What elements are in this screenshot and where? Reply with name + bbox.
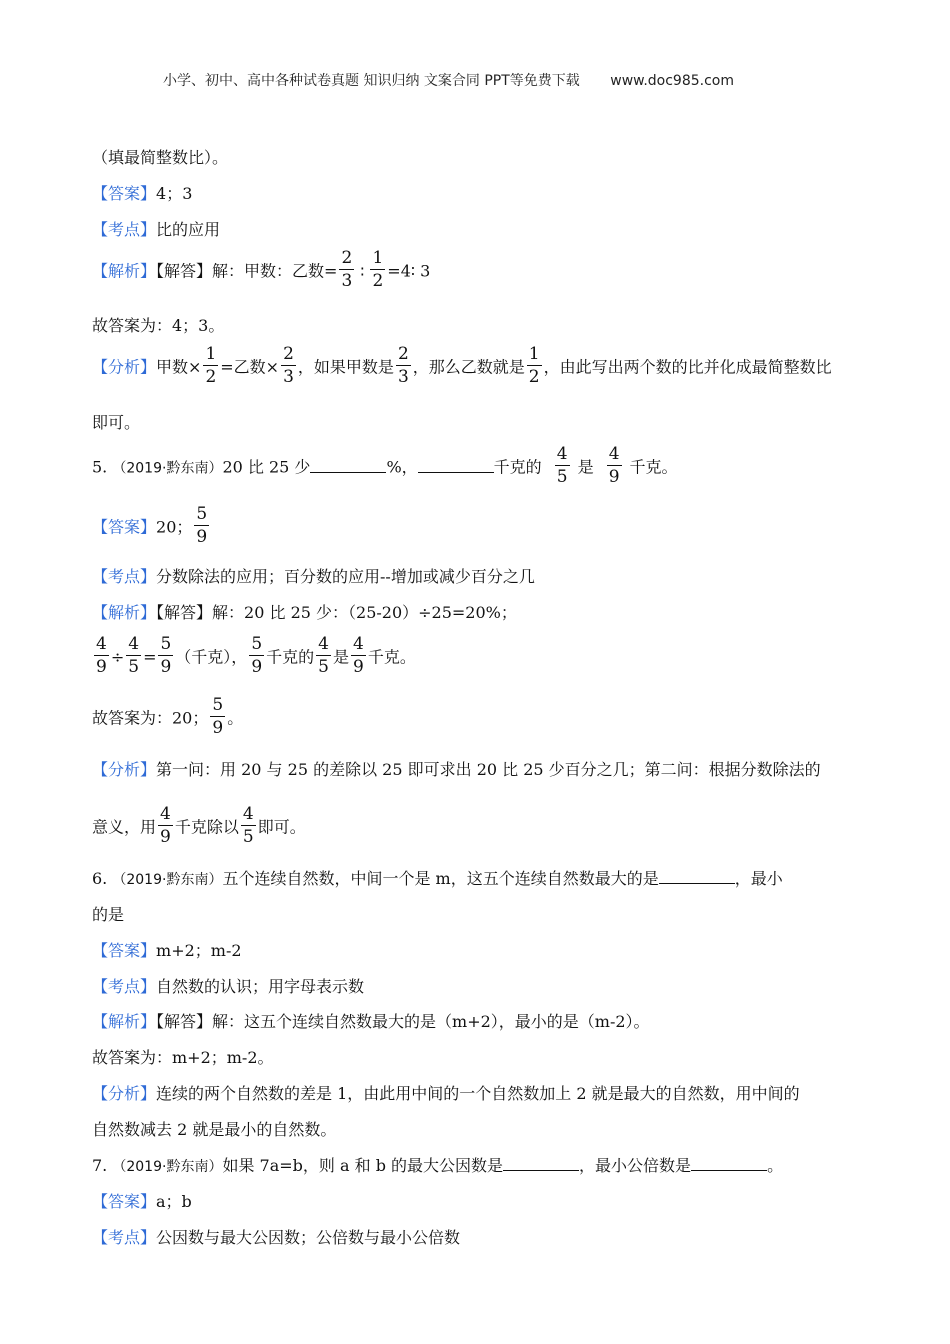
answer-tag: 【答案】	[92, 941, 157, 960]
q4-sol-pre: 解：甲数：乙数=	[212, 261, 338, 281]
q4-question-tail: （填最简整数比）。	[92, 148, 229, 167]
fraction: $\frac{2}{3}$	[397, 344, 409, 387]
fraction: $\frac{1}{2}$	[205, 344, 217, 387]
page-header	[163, 70, 734, 90]
fraction: $\frac{5}{9}$	[251, 634, 263, 677]
colon-symbol: ∶	[360, 261, 365, 281]
fraction: $\frac{2}{3}$	[283, 344, 294, 387]
q4-point	[92, 217, 220, 240]
point-tag: 【考点】	[92, 567, 157, 586]
q6-analysis-line2: 自然数减去 2 就是最小的自然数。	[92, 1120, 337, 1139]
fraction: $\frac{4}{5}$	[318, 634, 329, 677]
q4-final: 故答案为：4；3。	[92, 316, 225, 335]
q6-final: 故答案为：m+2；m-2。	[92, 1048, 274, 1067]
answer-tag: 【答案】	[92, 517, 157, 537]
analysis-tag: 【解析】	[92, 261, 157, 281]
answer-tag: 【答案】	[92, 1192, 157, 1211]
q5-analysis-line1: 【分析】第一问：用 20 与 25 的差除以 25 即可求出 20 比 25 少百分之几；第二问：根据分数除法的	[92, 760, 821, 779]
answer-tag: 【答案】	[92, 184, 157, 203]
solve-tag: 【解答】	[156, 1012, 213, 1031]
q7-point: 【考点】公因数与最大公因数；公倍数与最小公倍数	[92, 1228, 461, 1247]
fraction: $\frac{5}{9}$	[196, 504, 208, 547]
q7-source: （2019·黔东南）	[112, 1159, 223, 1175]
q5-point: 【考点】分数除法的应用；百分数的应用--增加或减少百分之几	[92, 567, 535, 586]
solve-tag: 【解答】	[156, 603, 213, 622]
fraction: $\frac{4}{9}$	[608, 444, 620, 487]
analysis-tag: 【解析】	[92, 1012, 157, 1031]
q4-analysis-line2: 即可。	[92, 413, 141, 432]
q4-answer-value: 4；3	[156, 184, 193, 203]
q5-question: 5. （2019·黔东南）20 比 25 少 %， 千克的 $\frac{4}{5}$ 是 $\frac{4}{9}$ 千克。	[92, 444, 678, 487]
solve-tag: 【解答】	[156, 261, 213, 281]
fraction: $\frac{4}{5}$	[556, 444, 568, 487]
point-tag: 【考点】	[92, 220, 157, 239]
reason-tag: 【分析】	[92, 357, 157, 377]
fraction: $\frac{4}{5}$	[128, 634, 140, 677]
q5-source: （2019·黔东南）	[112, 460, 223, 477]
fraction: $\frac{5}{9}$	[160, 634, 172, 677]
answer-blank[interactable]	[503, 1156, 579, 1171]
q5-analysis-line2: 意义，用 $\frac{4}{9}$ 千克除以 $\frac{4}{5}$ 即可。	[92, 804, 306, 847]
point-tag: 【考点】	[92, 977, 157, 996]
q6-analysis-line1: 【分析】连续的两个自然数的差是 1，由此用中间的一个自然数加上 2 就是最大的自然数，用中间的	[92, 1084, 800, 1103]
q7-answer: 【答案】a；b	[92, 1192, 192, 1211]
q4-sol-post: =4∶ 3	[387, 261, 431, 281]
fraction: $\frac{1}{2}$	[528, 344, 540, 387]
q7-question: 7. （2019·黔东南）如果 7a=b，则 a 和 b 的最大公因数是 ，最小公倍数是 。	[92, 1156, 784, 1175]
header-site-link[interactable]: www.doc985.com	[610, 73, 734, 89]
fraction: $\frac{4}{9}$	[353, 634, 364, 677]
fraction: $\frac{4}{9}$	[160, 804, 171, 847]
q6-solution: 【解析】【解答】解：这五个连续自然数最大的是（m+2），最小的是（m-2）。	[92, 1012, 650, 1031]
fraction: $\frac{4}{5}$	[242, 804, 254, 847]
q6-question-line2: 的是	[92, 905, 125, 924]
q6-source: （2019·黔东南）	[112, 872, 223, 888]
q5-final: 故答案为：20； $\frac{5}{9}$ 。	[92, 695, 244, 738]
q6-answer: 【答案】m+2；m-2	[92, 941, 242, 960]
answer-blank[interactable]	[310, 458, 386, 473]
answer-blank[interactable]	[659, 869, 735, 884]
analysis-tag: 【解析】	[92, 603, 157, 622]
q4-solution	[92, 248, 431, 292]
q6-number: 6.	[92, 869, 108, 888]
fraction: $\frac{2}{3}$	[341, 248, 353, 291]
fraction: $\frac{4}{9}$	[96, 634, 107, 677]
answer-blank[interactable]	[418, 458, 494, 473]
point-tag: 【考点】	[92, 1228, 157, 1247]
q4-answer	[92, 181, 192, 204]
q5-number: 5.	[92, 457, 108, 477]
q6-question: 6. （2019·黔东南）五个连续自然数，中间一个是 m，这五个连续自然数最大的是 ，最小	[92, 869, 783, 888]
q5-solution: 【解析】【解答】解：20 比 25 少：（25-20）÷25=20%；	[92, 603, 517, 622]
answer-blank[interactable]	[691, 1156, 767, 1171]
fraction: $\frac{5}{9}$	[212, 695, 224, 738]
reason-tag: 【分析】	[92, 1084, 157, 1103]
q7-number: 7.	[92, 1156, 108, 1175]
q4-point-value: 比的应用	[156, 220, 221, 239]
header-text: 小学、初中、高中各种试卷真题 知识归纳 文案合同 PPT等免费下载	[163, 73, 580, 89]
reason-tag: 【分析】	[92, 760, 157, 779]
fraction: $\frac{1}{2}$	[372, 248, 384, 291]
q5-solution-line2: $\frac{4}{9}$ ÷ $\frac{4}{5}$ = $\frac{5}{9}$ （千克）， $\frac{5}{9}$ 千克的 $\frac{4}{5}$ 是 $\frac{4}{9}$ 千克。	[96, 634, 416, 677]
q4-analysis-line1: 【分析】甲数× $\frac{1}{2}$ =乙数× $\frac{2}{3}$ ，如果甲数是 $\frac{2}{3}$ ，那么乙数就是 $\frac{1}{2}$ ，由此写出两个数的比并化成最简整数比	[92, 344, 832, 387]
q5-answer: 【答案】20； $\frac{5}{9}$	[92, 504, 208, 547]
q6-point: 【考点】自然数的认识；用字母表示数	[92, 977, 365, 996]
